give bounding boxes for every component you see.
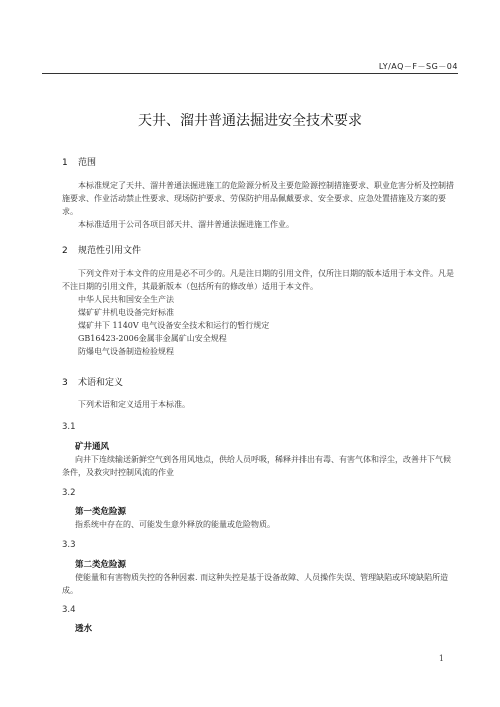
section-2-para-1: 下列文件对于本文件的应用是必不可少的。凡是注日期的引用文件，仅所注日期的版本适用于本文件。凡是不注日期的引用文件，其最新版本（包括所有的修改单）适用于本文件。 — [62, 269, 454, 291]
term-number: 3.2 — [62, 488, 76, 498]
section-title: 范围 — [78, 158, 97, 168]
page-title: 天井、溜井普通法掘进安全技术要求 — [138, 113, 362, 129]
list-item: GB16423-2006金属非金属矿山安全规程 — [78, 334, 227, 343]
section-title: 规范性引用文件 — [78, 246, 142, 256]
term-number: 3.4 — [62, 605, 76, 615]
term-name: 透水 — [75, 624, 93, 634]
list-item: 中华人民共和国安全生产法 — [78, 295, 174, 304]
term-name: 第二类危险源 — [75, 560, 127, 570]
section-3-para-1: 下列术语和定义适用于本标准。 — [78, 400, 190, 409]
page-number: 1 — [438, 654, 444, 663]
section-2-heading — [62, 243, 141, 256]
section-3-heading — [62, 375, 123, 388]
term-definition: 指系统中存在的、可能发生意外释放的能量或危险物质。 — [75, 520, 275, 529]
section-1-para-2: 本标准适用于公司各项目部天井、溜井普通法掘进施工作业。 — [78, 220, 294, 229]
header-divider — [42, 73, 458, 74]
document-code: LY/AQ－F－SG－04 — [378, 62, 458, 71]
term-definition: 向井下连续输送新鲜空气到各用风地点，供给人员呼吸，稀释并排出有毒、有害气体和浮尘，改善井下气候条件，及救灾时控制风流的作业 — [62, 455, 451, 477]
section-number: 1 — [62, 158, 68, 168]
section-title: 术语和定义 — [78, 378, 124, 388]
list-item: 煤矿井下 1140V 电气设备安全技术和运行的暂行规定 — [78, 321, 270, 330]
term-name: 矿井通风 — [75, 442, 110, 452]
list-item: 煤矿矿井机电设备完好标准 — [78, 308, 174, 317]
section-1-heading — [62, 155, 96, 168]
term-number: 3.1 — [62, 422, 76, 432]
section-1-para-1: 本标准规定了天井、溜井普通法掘进施工的危险源分析及主要危险源控制措施要求、职业危害分析及控制措施要求、作业活动禁止性要求、现场防护要求、劳保防护用品佩戴要求、安全要求、应急处置措施及方案的要求。 — [62, 181, 454, 216]
reference-list — [78, 293, 269, 358]
term-number: 3.3 — [62, 540, 76, 550]
list-item: 防爆电气设备制造检验规程 — [78, 347, 174, 356]
term-definition: 使能量和有害物质失控的各种因素. 而这种失控是基于设备故障、人员操作失误、管理缺陷或环境缺陷所造成。 — [62, 573, 449, 595]
section-number: 2 — [62, 246, 68, 256]
term-name: 第一类危险源 — [75, 507, 127, 517]
section-number: 3 — [62, 378, 68, 388]
